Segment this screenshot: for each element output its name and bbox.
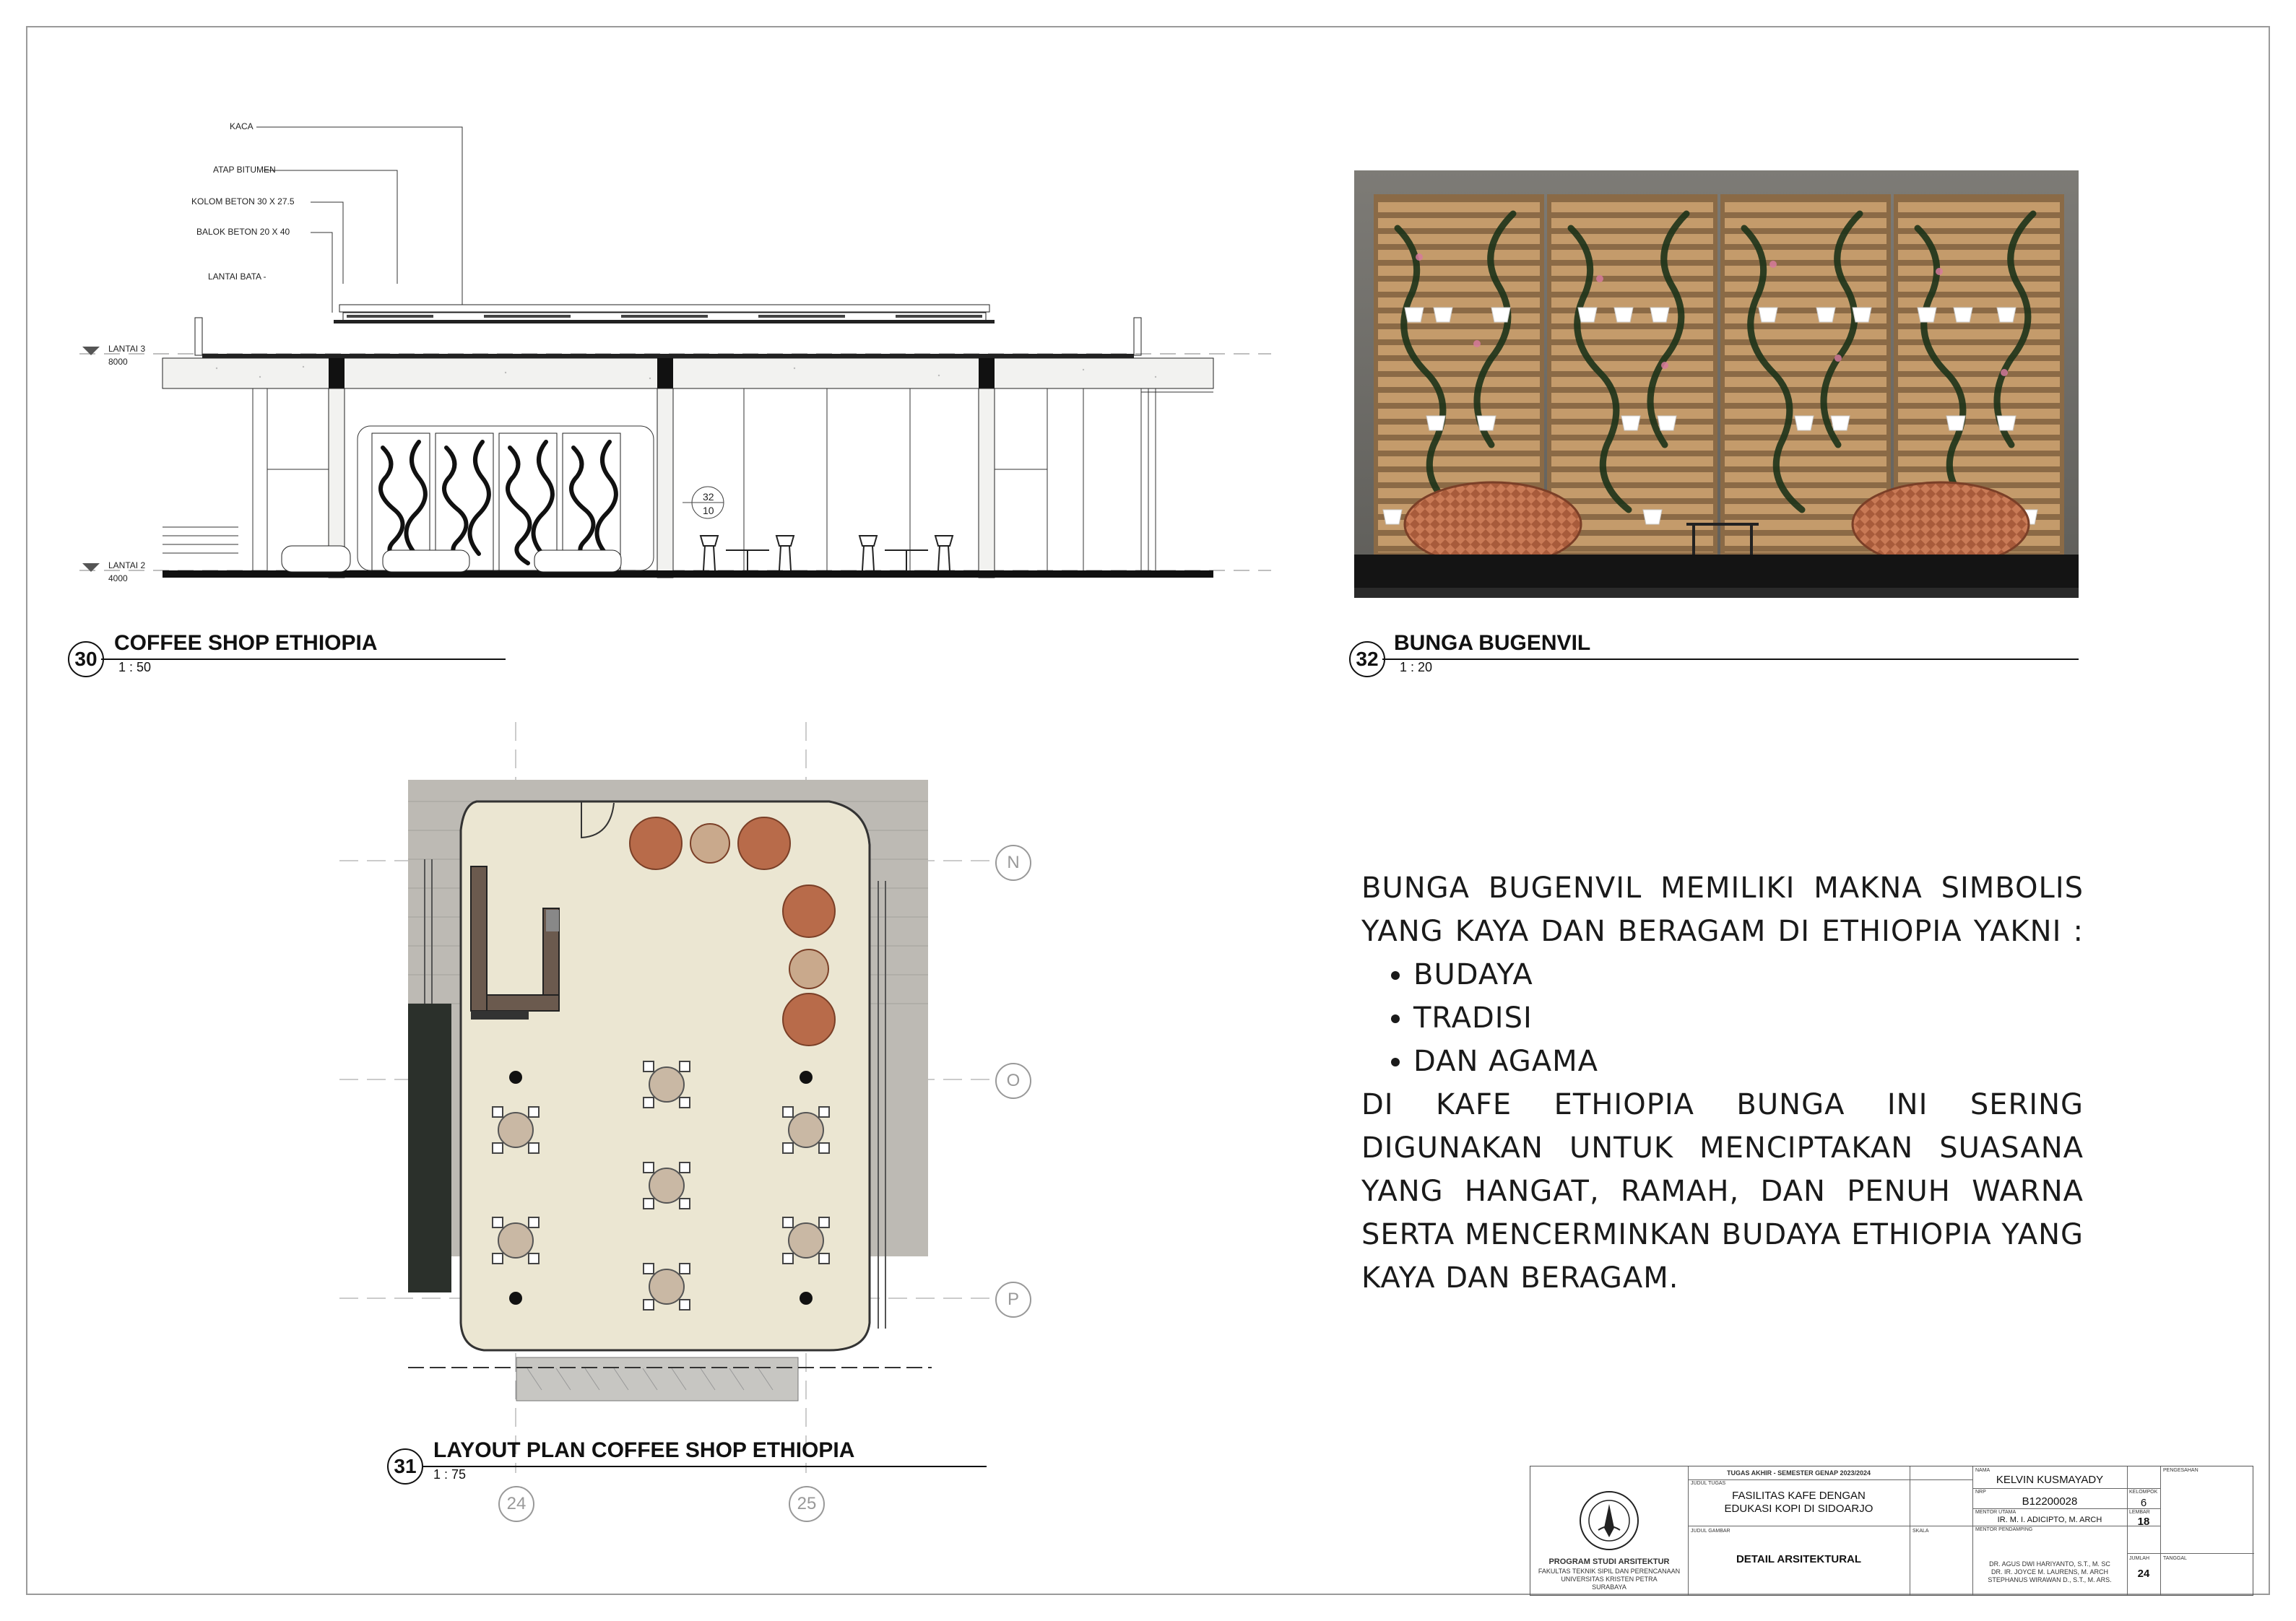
layout-plan-view (332, 715, 1054, 1531)
view-scale-32: 1 : 20 (1400, 660, 1433, 674)
kelompok-value: 6 (2140, 1497, 2147, 1509)
assignment-header: TUGAS AKHIR - SEMESTER GENAP 2023/2024 (1726, 1469, 1871, 1477)
title-block (1530, 1466, 2253, 1596)
student-name: KELVIN KUSMAYADY (1996, 1474, 2104, 1486)
section-drawing (72, 108, 1300, 614)
view-title-rule (101, 659, 506, 660)
grid-bubble-24: 24 (498, 1486, 534, 1522)
callout-sheet: 32 (703, 491, 714, 503)
view-title-30: COFFEE SHOP ETHIOPIA (114, 631, 378, 655)
bullet-item: • TRADISI (1413, 996, 2084, 1040)
jumlah-label: JUMLAH (2129, 1556, 2150, 1561)
bullet-item: • BUDAYA (1413, 953, 2084, 996)
label-balok-beton: BALOK BETON 20 X 40 (196, 227, 290, 237)
label-kolom-beton: KOLOM BETON 30 X 27.5 (191, 196, 295, 207)
judul-tugas-label: JUDUL TUGAS (1691, 1481, 1726, 1486)
mentor-utama: IR. M. I. ADICIPTO, M. ARCH (1997, 1516, 2102, 1524)
view-scale-30: 1 : 50 (118, 660, 152, 674)
view-title-32: BUNGA BUGENVIL (1394, 631, 1591, 655)
label-lantai-bata: LANTAI BATA (208, 271, 262, 282)
faculty-name: FAKULTAS TEKNIK SIPIL DAN PERENCANAAN (1538, 1568, 1681, 1575)
city-name: SURABAYA (1592, 1583, 1626, 1591)
pengesahan-label: PENGESAHAN (2163, 1468, 2198, 1473)
bougainvillea-render (1354, 170, 2079, 598)
view-title-rule (422, 1466, 987, 1467)
callout-detail: 10 (703, 505, 714, 516)
lembar-label: LEMBAR (2129, 1510, 2150, 1515)
view-number-32: 32 (1349, 641, 1385, 677)
grid-bubble-25: 25 (789, 1486, 825, 1522)
render-illustration (1354, 170, 2079, 598)
level-lantai-3-value: 8000 (108, 357, 128, 367)
university-logo-icon (1577, 1488, 1642, 1553)
label-atap-bitumen: ATAP BITUMEN (213, 165, 276, 175)
description-bullets (1361, 953, 2084, 1083)
program-name: PROGRAM STUDI ARSITEKTUR (1548, 1557, 1670, 1566)
view-title-31: LAYOUT PLAN COFFEE SHOP ETHIOPIA (433, 1438, 855, 1462)
bullet-item: • DAN AGAMA (1413, 1040, 2084, 1083)
view-title-rule (1382, 659, 2079, 660)
section-elevation-view (72, 108, 1300, 614)
skala-label: SKALA (1912, 1529, 1929, 1534)
nrp-label: NRP (1975, 1490, 1986, 1495)
judul-gambar-label: JUDUL GAMBAR (1691, 1529, 1730, 1534)
description-text (1361, 866, 2084, 1300)
judul-gambar: DETAIL ARSITEKTURAL (1736, 1553, 1862, 1565)
kelompok-label: KELOMPOK (2129, 1490, 2158, 1495)
label-kaca: KACA (230, 121, 254, 131)
view-number-31: 31 (387, 1448, 423, 1485)
jumlah-value: 24 (2137, 1568, 2150, 1580)
mentor-pendamping-3: STEPHANUS WIRAWAN D., S.T., M. ARS. (1988, 1576, 2112, 1583)
view-scale-31: 1 : 75 (433, 1467, 467, 1482)
grid-bubble-o: O (995, 1063, 1031, 1099)
description-intro: BUNGA BUGENVIL MEMILIKI MAKNA SIMBOLIS YANG KAYA DAN BERAGAM DI ETHIOPIA YAKNI : (1361, 872, 2084, 948)
grid-bubble-p: P (995, 1282, 1031, 1318)
level-lantai-2-value: 4000 (108, 573, 128, 583)
plan-drawing (332, 715, 1054, 1531)
tanggal-label: TANGGAL (2163, 1556, 2187, 1561)
view-number-30: 30 (68, 641, 104, 677)
university-name: UNIVERSITAS KRISTEN PETRA (1561, 1576, 1658, 1583)
nama-label: NAMA (1975, 1468, 1990, 1473)
judul-tugas-line-1: FASILITAS KAFE DENGAN (1732, 1490, 1866, 1502)
grid-bubble-n: N (995, 845, 1031, 881)
level-lantai-3: LANTAI 3 (108, 344, 146, 354)
mentor-pendamping-1: DR. AGUS DWI HARIYANTO, S.T., M. SC (1989, 1560, 2110, 1568)
mentor-pendamping-label: MENTOR PENDAMPING (1975, 1527, 2033, 1532)
level-lantai-2: LANTAI 2 (108, 560, 146, 570)
student-nrp: B12200028 (2022, 1495, 2078, 1508)
lembar-value: 18 (2137, 1516, 2150, 1528)
judul-tugas-line-2: EDUKASI KOPI DI SIDOARJO (1724, 1503, 1873, 1515)
description-body: DI KAFE ETHIOPIA BUNGA INI SERING DIGUNAKAN UNTUK MENCIPTAKAN SUASANA YANG HANGAT, RAMAH, DAN PENUH WARNA SERTA MENCERMINKAN BUDAYA ETHIOPIA YANG KAYA DAN BERAGAM. (1361, 1088, 2084, 1295)
mentor-pendamping-2: DR. IR. JOYCE M. LAURENS, M. ARCH (1990, 1568, 2109, 1576)
mentor-utama-label: MENTOR UTAMA (1975, 1510, 2016, 1515)
